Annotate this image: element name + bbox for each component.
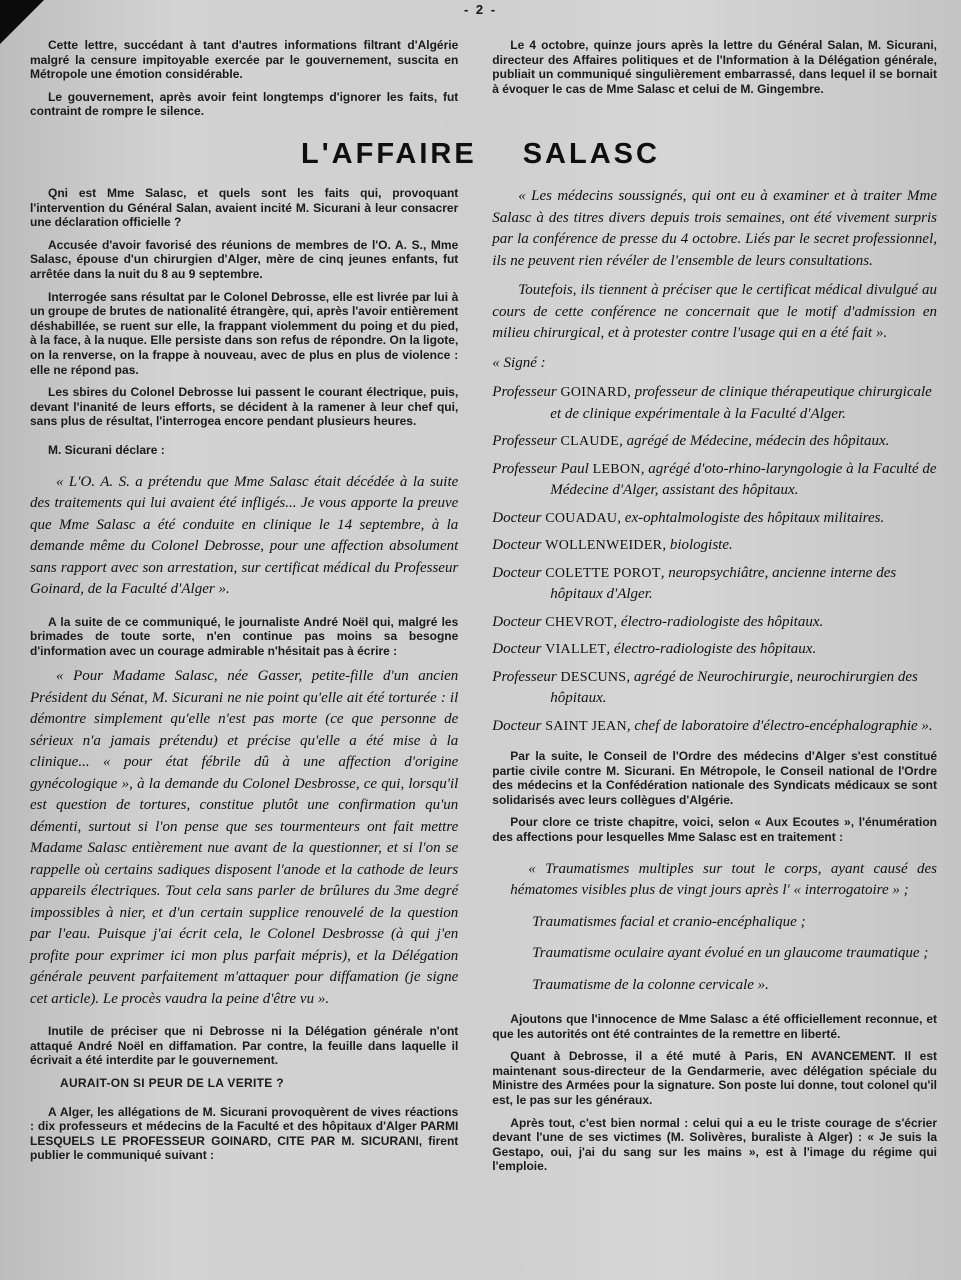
list-item: Traumatismes facial et cranio-encéphalique ;	[532, 913, 806, 930]
signatory: Docteur CHEVROT, électro-radiologiste des hôpitaux.	[492, 613, 824, 630]
signatory: Professeur DESCUNS, agrégé de Neurochirurgie, neurochirurgien des hôpitaux.	[492, 668, 918, 706]
signatories-list	[492, 382, 937, 737]
intro-para-2: Accusée d'avoir favorisé des réunions de membres de l'O. A. S., Mme Salasc, épouse d'un chirurgien d'Alger, mère de cinq jeunes enfants, fut arrêtée dans la nuit du 8 au 9 septembre.	[30, 237, 459, 281]
doctors-quote-1: « Les médecins soussignés, qui ont eu à examiner et à traiter Mme Salasc à des titres divers depuis trois semaines, ont été vivement surpris par la conférence de presse du 4 octobre. Liés par le secret professionnel, ils ne peuvent rien révéler de l'ensemble de leurs consultations.	[492, 188, 937, 269]
doctors-quote-2: Toutefois, ils tiennent à préciser que le certificat médical divulgué au cours de cette conférence ne concernait que le motif d'admission en milieu chirurgical, et à protester contre l'usage qui en a été fait ».	[492, 282, 937, 341]
intro-para-1: Qni est Mme Salasc, et quels sont les faits qui, provoquant l'intervention du Général Salan, avaient incité M. Sicurani à leur consacrer une déclaration officielle ?	[30, 186, 459, 230]
article-title	[0, 138, 961, 171]
title-part-1: L'AFFAIRE	[301, 138, 477, 170]
final-para: Après tout, c'est bien normal : celui qui a eu le triste courage de s'écrier devant l'une de ses victimes (M. Solivères, buraliste à Alger) : « Je suis la Gestapo, oui, j'ai du sang sur les mains », est à l'image du régime qui l'emploie.	[492, 1115, 937, 1174]
signatory: Professeur Paul LEBON, agrégé d'oto-rhino-laryngologie à la Faculté de Médecine d'Alger, assistant des hôpitaux.	[492, 460, 937, 498]
top-left-para-1: Cette lettre, succédant à tant d'autres informations filtrant d'Algérie malgré la censure impitoyable exercée par le gouvernement, suscita en Métropole une émotion considérable.	[30, 38, 459, 82]
left-column	[30, 186, 470, 1182]
signatory: Docteur VIALLET, électro-radiologiste des hôpitaux.	[492, 641, 817, 657]
page-number: - 2 -	[463, 2, 498, 17]
right-column	[470, 186, 937, 1182]
list-item: Traumatisme oculaire ayant évolué en un glaucome traumatique ;	[532, 945, 929, 962]
sicurani-quote: « L'O. A. S. a prétendu que Mme Salasc était décédée à la suite des traitements qui lui avaient été infligés... Je vous apporte la preuve que Mme Salasc a été conduite en clinique le 14 septembre, à la demande même du Colonel Debrosse, pour une affection absolument sans rapport avec son arrestation, sur certificat médical du Professeur Goinard, de la Faculté d'Alger ».	[30, 473, 459, 597]
list-item: « Traumatismes multiples sur tout le corps, ayant causé des hématomes visibles plus de vingt jours après l' « interrogatoire » ;	[510, 860, 937, 899]
intro-para-4: Les sbires du Colonel Debrosse lui passent le courant électrique, puis, devant l'inanité de leurs efforts, se décident à la ramener à leur chef qui, sans plus de résultat, l'interrogea encore pendant plusieurs heures.	[30, 385, 459, 429]
intro-para-3: Interrogée sans résultat par le Colonel Debrosse, elle est livrée par lui à un groupe de brutes de nationalité étrangère, qui, après l'avoir entièrement déshabillée, se ruent sur elle, la frappant violemment du poing et du pied, à la face, à la nuque. Elle persiste dans son refus de répondre. On la ligote, on la renverse, on la frappe à nouveau, avec de plus en plus de violence : elle ne répond pas.	[30, 289, 459, 377]
title-part-2: SALASC	[522, 138, 660, 170]
top-left-para-2: Le gouvernement, après avoir feint longtemps d'ignorer les faits, fut contraint de rompre le silence.	[30, 89, 459, 119]
signatory: Docteur WOLLENWEIDER, biologiste.	[492, 537, 733, 553]
signatory: Docteur SAINT JEAN, chef de laboratoire d'électro-encéphalographie ».	[492, 717, 933, 734]
declare-line: M. Sicurani déclare :	[48, 442, 165, 457]
ordre-para: Par la suite, le Conseil de l'Ordre des médecins d'Alger s'est constitué partie civile contre M. Sicurani. En Métropole, le Conseil national de l'Ordre des médecins et la Confédération nationale des Syndicats médicaux se sont solidarisés avec leurs collègues d'Algérie.	[492, 749, 937, 807]
signatory: Professeur GOINARD, professeur de clinique thérapeutique chirurgicale et de clinique expérimentale à la Faculté d'Alger.	[492, 384, 932, 422]
article-body	[30, 186, 937, 1182]
alger-para: A Alger, les allégations de M. Sicurani provoquèrent de vives réactions : dix professeurs et médecins de la Faculté et des hôpitaux d'Alger PARMI LESQUELS LE PROFESSEUR GOINARD, CITE PAR M. SICURANI, firent publier le communiqué suivant :	[30, 1104, 459, 1163]
top-right-column	[470, 38, 937, 127]
list-item: Traumatisme de la colonne cervicale ».	[532, 976, 769, 993]
clore-para: Pour clore ce triste chapitre, voici, selon « Aux Ecoutes », l'énumération des affections pour lesquelles Mme Salasc est en traitement :	[492, 815, 937, 844]
noel-para: A la suite de ce communiqué, le journaliste André Noël qui, malgré les brimades de toute sorte, n'en continue pas moins sa besogne d'information avec un courage admirable n'hésitait pas à écrire :	[30, 614, 459, 658]
noel-quote: « Pour Madame Salasc, née Gasser, petite-fille d'un ancien Président du Sénat, M. Sicurani ne nie point qu'elle ait été torturée : il démontre simplement qu'elle n'est pas morte (ce que personne de sérieux n'a jamais prétendu) et précise qu'elle a été mise à la clinique... « pour état fébrile dû à une affection d'origine gynécologique », à la demande du Colonel Desbrosse, ce qui, lorsqu'il est question de tortures, constitue plutôt une confirmation qu'un démenti, surtout si l'on pense que ses tourmenteurs ont fait mettre Madame Salasc entièrement nue avant de la questionner, et si l'on se rappelle où certains sadiques disposent l'anode et la cathode de leurs appareils électriques. Tout cela sans parler de brûlures du 3me degré impossibles à nier, et d'un certain supplice renouvelé de la question par l'eau. Puisque j'ai écrit cela, le Colonel Desbrosse (à qui j'en profite pour exprimer ici mon plus parfait mépris), et la Délégation générale peuvent parfaitement m'attaquer pour diffamation (je signe cet article). Le procès vaudra la peine d'être vu ».	[30, 668, 459, 1007]
section-heading: AURAIT-ON SI PEUR DE LA VERITE ?	[60, 1076, 284, 1091]
signatory: Professeur CLAUDE, agrégé de Médecine, médecin des hôpitaux.	[492, 433, 890, 449]
signe-line: « Signé :	[492, 354, 546, 371]
signatory: Docteur COUADAU, ex-ophtalmologiste des hôpitaux militaires.	[492, 509, 885, 526]
top-right-para-1: Le 4 octobre, quinze jours après la lettre du Général Salan, M. Sicurani, directeur des Affaires politiques et de l'Information à la Délégation générale, publiait un communiqué singulièrement embarrassé, dans lequel il se bornait à évoquer le cas de Mme Salasc et celui de M. Gingembre.	[492, 38, 937, 96]
affections-list	[492, 859, 937, 997]
debrosse-para: Quant à Debrosse, il a été muté à Paris, EN AVANCEMENT. Il est maintenant sous-directeur de la Gendarmerie, avec délégation spéciale du Ministre des Armées pour la signature. Son poste lui donne, tout colonel qu'il est, le pas sur les généraux.	[492, 1049, 937, 1108]
top-left-column	[30, 38, 470, 127]
signatory: Docteur COLETTE POROT, neuropsychiâtre, ancienne interne des hôpitaux d'Alger.	[492, 564, 897, 602]
top-section	[30, 38, 937, 127]
inutile-para: Inutile de préciser que ni Debrosse ni la Délégation générale n'ont attaqué André Noël en diffamation. Par contre, la feuille dans laquelle il écrivait a été interdite par le gouvernement.	[30, 1024, 459, 1068]
ajoutons-para: Ajoutons que l'innocence de Mme Salasc a été officiellement reconnue, et que les autorités ont été contraintes de la remettre en liberté.	[492, 1012, 937, 1041]
